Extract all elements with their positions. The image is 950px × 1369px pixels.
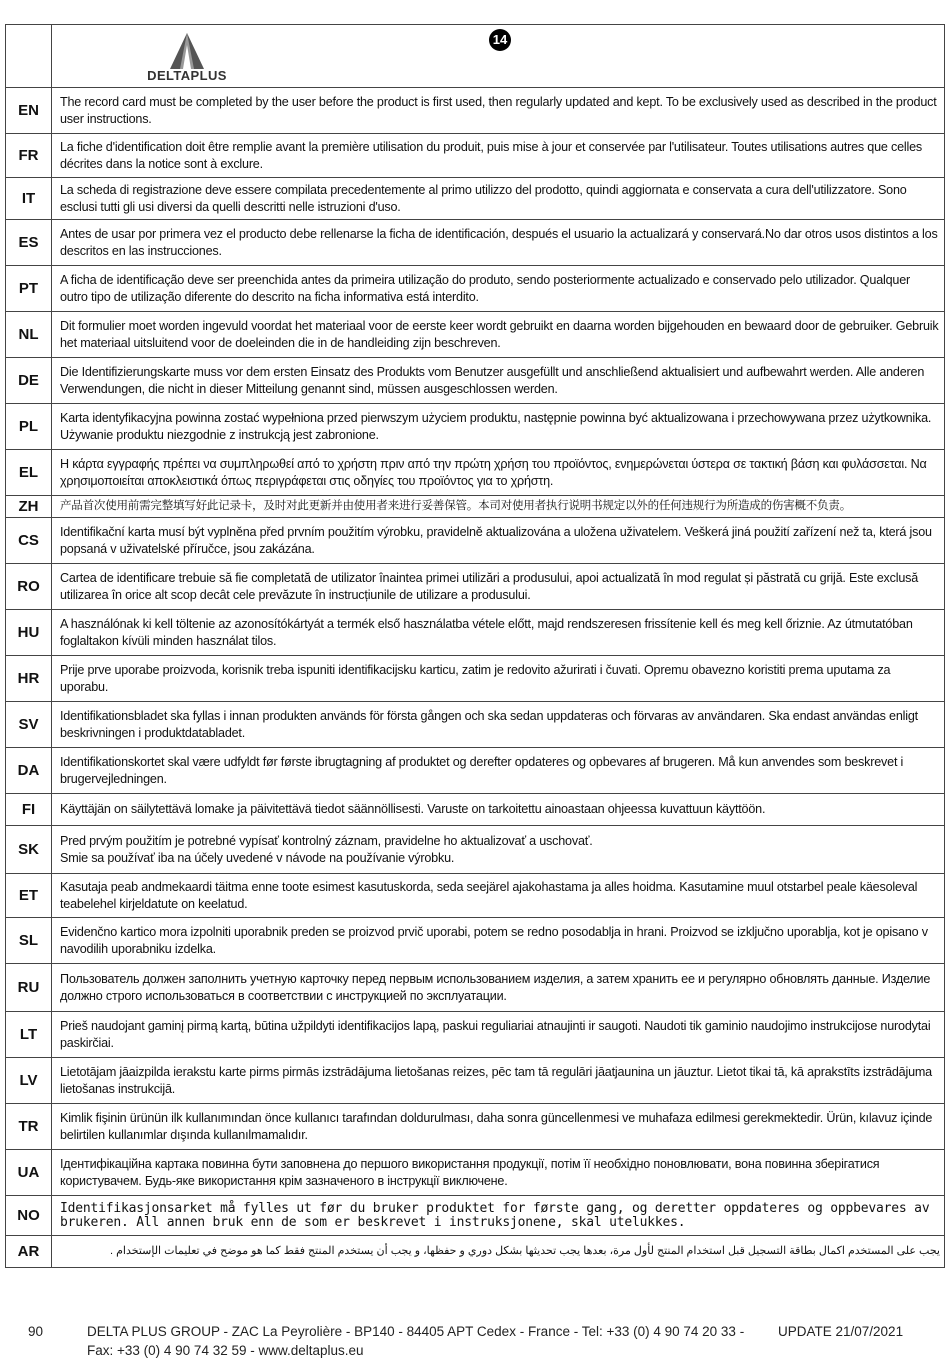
language-row-cs xyxy=(6,518,945,564)
language-row-da xyxy=(6,748,945,794)
language-code: AR xyxy=(6,1236,52,1268)
instruction-text: The record card must be completed by the user before the product is first used, then regularly updated and kept. To be exclusively used as described in the product user instructions. xyxy=(52,88,945,134)
language-code: PL xyxy=(6,404,52,450)
language-row-no xyxy=(6,1196,945,1236)
language-code: ET xyxy=(6,874,52,918)
language-code: SL xyxy=(6,918,52,964)
instruction-text: Pred prvým použitím je potrebné vypísať kontrolný záznam, pravidelne ho aktualizovať a uschovať. Smie sa používať iba na účely uvedené v návode na používanie výrobku. xyxy=(52,826,945,874)
language-row-ua xyxy=(6,1150,945,1196)
language-code: PT xyxy=(6,266,52,312)
language-row-ro xyxy=(6,564,945,610)
instruction-text: Identifikasjonsarket må fylles ut før du bruker produktet for første gang, og deretter oppdateres og oppbevares av brukeren. All annen bruk enn de som er beskrevet i instruksjonene, skal utelukkes. xyxy=(52,1196,945,1236)
language-code: HR xyxy=(6,656,52,702)
language-row-en xyxy=(6,88,945,134)
instruction-text: Evidenčno kartico mora izpolniti uporabnik preden se proizvod prvič uporabi, potem se redno posodablja in hrani. Proizvod se izključno uporablja, kot je opisano v navodilih uporabniku izdelka. xyxy=(52,918,945,964)
header-empty-cell xyxy=(6,25,52,88)
language-code: HU xyxy=(6,610,52,656)
instruction-text: Käyttäjän on säilytettävä lomake ja päivitettävä tiedot säännöllisesti. Varuste on tarkoitettu ainoastaan ohjeessa kuvattuun käyttöön. xyxy=(52,794,945,826)
language-row-zh xyxy=(6,496,945,518)
update-date: UPDATE 21/07/2021 xyxy=(778,1324,904,1339)
header-logo-cell xyxy=(52,25,945,88)
language-row-fi xyxy=(6,794,945,826)
language-row-hu xyxy=(6,610,945,656)
instruction-text: Antes de usar por primera vez el producto debe rellenarse la ficha de identificación, después el usuario la actualizará y conservará.No dar otros usos distintos a los descritos en las instrucciones. xyxy=(52,220,945,266)
instruction-text: Identifikationsbladet ska fyllas i innan produkten används för första gången och ska sedan uppdateras och förvaras av användaren. Ska endast användas enligt beskrivningen i produktdatabladet. xyxy=(52,702,945,748)
instruction-text: Karta identyfikacyjna powinna zostać wypełniona przed pierwszym użyciem produktu, następnie powinna być aktualizowana i przechowywana przez użytkownika. Używanie produktu niezgodnie z instrukcją jest zabronione. xyxy=(52,404,945,450)
instruction-text: La scheda di registrazione deve essere compilata precedentemente al primo utilizzo del prodotto, quindi aggiornata e conservata a cura dell'utilizzatore. Sono esclusi tutti gli usi diversi da quelli descritti nelle istruzioni d'uso. xyxy=(52,178,945,220)
instruction-text: Prieš naudojant gaminį pirmą kartą, būtina užpildyti identifikacijos lapą, paskui reguliariai atnaujinti ir saugoti. Naudoti tik gaminio naudojimo instrukcijose nurodytai paskirčiai. xyxy=(52,1012,945,1058)
instruction-text: Lietotājam jāaizpilda ierakstu karte pirms pirmās izstrādājuma lietošanas reizes, pēc tam tā regulāri jāatjaunina un jāuztur. Lietot tikai tā, kā aprakstīts izstrādājuma lietošanas instrukcijā. xyxy=(52,1058,945,1104)
instruction-text: 产品首次使用前需完整填写好此记录卡，及时对此更新并由使用者来进行妥善保管。本司对使用者执行说明书规定以外的任何违规行为所造成的伤害概不负责。 xyxy=(52,496,945,518)
language-code: FI xyxy=(6,794,52,826)
language-row-hr xyxy=(6,656,945,702)
language-code: RO xyxy=(6,564,52,610)
language-code: CS xyxy=(6,518,52,564)
instruction-text: يجب على المستخدم اكمال بطاقة التسجيل قبل استخدام المنتج لأول مرة، بعدها يجب تحديثها بشكل دوري و حفظها، و يجب أن يستخدم المنتج فقط كما هو موضح في تعليمات الإستخدام . xyxy=(52,1236,945,1268)
language-code: UA xyxy=(6,1150,52,1196)
instruction-text: Cartea de identificare trebuie să fie completată de utilizator înaintea primei utilizări a produsului, apoi actualizată în mod regulat și păstrată cu grijă. Este exclusă utilizarea în orice alt scop decât cele prevăzute în instrucțiunile de utilizare a produsului. xyxy=(52,564,945,610)
delta-triangle-icon xyxy=(124,31,250,71)
instruction-text: A ficha de identificação deve ser preenchida antes da primeira utilização do produto, sendo posteriormente actualizado e conservado pelo utilizador. Qualquer outro tipo de utilização diferente do descrito na ficha informativa está interdito. xyxy=(52,266,945,312)
language-code: LV xyxy=(6,1058,52,1104)
language-table xyxy=(5,24,945,1268)
language-row-tr xyxy=(6,1104,945,1150)
language-row-it xyxy=(6,178,945,220)
language-row-et xyxy=(6,874,945,918)
language-code: DE xyxy=(6,358,52,404)
language-code: ES xyxy=(6,220,52,266)
language-row-pt xyxy=(6,266,945,312)
language-row-el xyxy=(6,450,945,496)
language-row-sl xyxy=(6,918,945,964)
page-number: 90 xyxy=(28,1324,44,1339)
language-code: TR xyxy=(6,1104,52,1150)
language-code: NL xyxy=(6,312,52,358)
instruction-text: Identifikationskortet skal være udfyldt før første ibrugtagning af produktet og derefter opdateres og opbevares af brugeren. Må kun anvendes som beskrevet i brugervejledningen. xyxy=(52,748,945,794)
instruction-text: Ідентифікаційна картака повинна бути заповнена до першого використання продукції, потім її необхідно поновлювати, вона повинна зберігатися користувачем. Будь-яке використання крім зазначеного в інструкції виключене. xyxy=(52,1150,945,1196)
language-code: SK xyxy=(6,826,52,874)
language-code: ZH xyxy=(6,496,52,518)
deltaplus-logo xyxy=(124,31,250,83)
language-row-es xyxy=(6,220,945,266)
instruction-text: Dit formulier moet worden ingevuld voordat het materiaal voor de eerste keer wordt gebruikt en daarna worden bijgehouden en bewaard door de gebruiker. Gebruik het materiaal uitsluitend voor de doeleinden die in de handleiding zijn beschreven. xyxy=(52,312,945,358)
language-row-nl xyxy=(6,312,945,358)
logo-text: DELTAPLUS xyxy=(147,68,227,83)
language-code: EL xyxy=(6,450,52,496)
language-code: EN xyxy=(6,88,52,134)
language-row-sk xyxy=(6,826,945,874)
instruction-text: Kimlik fişinin ürünün ilk kullanımından önce kullanıcı tarafından doldurulması, daha sonra güncellenmesi ve muhafaza edilmesi gerekmektedir. Ürün, kılavuz içinde belirtilen kullanımlar dışında kullanılmamalıdır. xyxy=(52,1104,945,1150)
instruction-text: Kasutaja peab andmekaardi täitma enne toote esimest kasutuskorda, seda seejärel ajakohastama ja alles hoidma. Kasutamine muul otstarbel peale käesoleval teabelehel kirjeldatute on keelatud. xyxy=(52,874,945,918)
instruction-text: La fiche d'identification doit être remplie avant la première utilisation du produit, puis mise à jour et conservée par l'utilisateur. Toutes utilisations autres que celles décrites dans la notice sont à exclure. xyxy=(52,134,945,178)
language-row-ar xyxy=(6,1236,945,1268)
language-code: NO xyxy=(6,1196,52,1236)
language-code: RU xyxy=(6,964,52,1012)
instruction-text: A használónak ki kell töltenie az azonosítókártyát a termék első használatba vétele előtt, majd rendszeresen frissítenie kell és meg kell őriznie. Az útmutatóban foglaltakon kívüli minden használat tilos. xyxy=(52,610,945,656)
header-row xyxy=(6,25,945,88)
instruction-text: Identifikační karta musí být vyplněna před prvním použitím výrobku, pravidelně aktualizována a uložena uživatelem. Veškerá jiná použití zařízení než ta, která jsou popsaná v uživatelské příručce, jsou zakázána. xyxy=(52,518,945,564)
language-row-lv xyxy=(6,1058,945,1104)
language-code: IT xyxy=(6,178,52,220)
instruction-text: Prije prve uporabe proizvoda, korisnik treba ispuniti identifikacijsku karticu, zatim je redovito ažurirati i čuvati. Opremu obavezno koristiti prema uputama za uporabu. xyxy=(52,656,945,702)
language-row-pl xyxy=(6,404,945,450)
instruction-text: Die Identifizierungskarte muss vor dem ersten Einsatz des Produkts vom Benutzer ausgefüllt und anschließend aktualisiert und aufbewahrt werden. Alle anderen Verwendungen, die nicht in dieser Mitteilung genannt sind, müssen ausgeschlossen werden. xyxy=(52,358,945,404)
language-row-fr xyxy=(6,134,945,178)
language-row-ru xyxy=(6,964,945,1012)
language-row-lt xyxy=(6,1012,945,1058)
language-code: SV xyxy=(6,702,52,748)
instruction-text: Пользователь должен заполнить учетную карточку перед первым использованием изделия, а затем хранить ее и регулярно обновлять данные. Изделие должно строго использоваться в соответствии с инструкцией по эксплуатации. xyxy=(52,964,945,1012)
language-code: FR xyxy=(6,134,52,178)
instruction-text: Η κάρτα εγγραφής πρέπει να συμπληρωθεί από το χρήστη πριν από την πρώτη χρήση του προϊόντος, ενημερώνεται ύστερα σε τακτική βάση και φυλάσσεται. Να χρησιμοποιείται αποκλειστικά όπως περιγράφεται στις οδηγίες του προϊόντος για το χρήστη. xyxy=(52,450,945,496)
language-code: LT xyxy=(6,1012,52,1058)
page-badge: 14 xyxy=(489,29,511,51)
language-row-sv xyxy=(6,702,945,748)
language-code: DA xyxy=(6,748,52,794)
language-row-de xyxy=(6,358,945,404)
company-address: DELTA PLUS GROUP - ZAC La Peyrolière - BP140 - 84405 APT Cedex - France - Tel: +33 (0) 4 90 74 20 33 - Fax: +33 (0) 4 90 74 32 59 - www.deltaplus.eu xyxy=(87,1324,745,1358)
